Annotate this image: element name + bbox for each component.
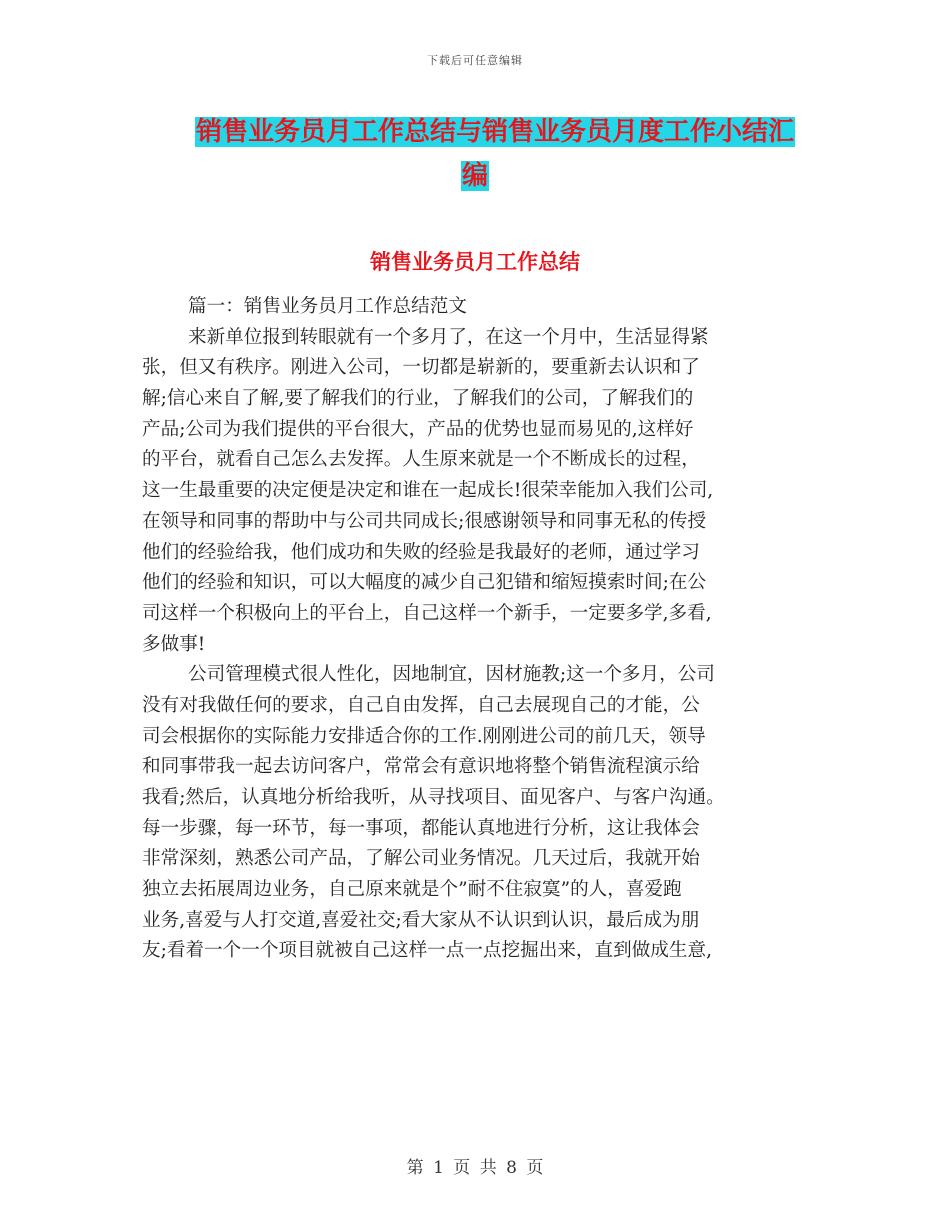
- document-title: [195, 110, 807, 198]
- page-header: 下载后可任意编辑: [427, 54, 523, 67]
- body-text: [142, 292, 822, 967]
- text-line: 解;信心来自了解,要了解我们的行业，了解我们的公司，了解我们的: [142, 388, 694, 410]
- paragraph-heading: 篇一：销售业务员月工作总结范文: [188, 296, 467, 317]
- text-line: 友;看着一个一个项目就被自己这样一点一点挖掘出来，直到做成生意,: [142, 940, 712, 962]
- text-line: 非常深刻，熟悉公司产品，了解公司业务情况。几天过后，我就开始: [142, 848, 700, 870]
- text-line: 独立去拓展周边业务，自己原来就是个”耐不住寂寞”的人，喜爱跑: [142, 879, 682, 901]
- text-line: 产品;公司为我们提供的平台很大，产品的优势也显而易见的,这样好: [142, 418, 694, 440]
- text-line: 他们的经验和知识，可以大幅度的减少自己犯错和缩短摸索时间;在公: [142, 572, 707, 594]
- text-line: 这一生最重要的决定便是决定和谁在一起成长!很荣幸能加入我们公司,: [142, 480, 714, 502]
- text-line: 没有对我做任何的要求，自己自由发挥，自己去展现自己的才能，公: [142, 694, 700, 716]
- text-line: 司会根据你的实际能力安排适合你的工作.刚刚进公司的前几天，领导: [142, 725, 706, 747]
- text-line: 张，但又有秩序。刚进入公司，一切都是崭新的，要重新去认识和了: [142, 357, 700, 379]
- text-line: 我看;然后，认真地分析给我听，从寻找项目、面见客户、与客户沟通。: [142, 787, 725, 808]
- title-line-2: 编: [462, 161, 489, 191]
- text-line: 业务,喜爱与人打交道,喜爱社交;看大家从不认识到认识，最后成为朋: [142, 909, 700, 931]
- title-line-1: 销售业务员月工作总结与销售业务员月度工作小结汇: [196, 117, 795, 147]
- text-line: 来新单位报到转眼就有一个多月了，在这一个月中，生活显得紧: [188, 326, 709, 348]
- text-line: 公司管理模式很人性化，因地制宜，因材施教;这一个多月，公司: [188, 664, 715, 686]
- text-line: 每一步骤，每一环节，每一事项，都能认真地进行分析，这让我体会: [142, 817, 700, 839]
- text-line: 的平台，就看自己怎么去发挥。人生原来就是一个不断成长的过程，: [142, 449, 700, 471]
- page-number-footer: 第 1 页 共 8 页: [406, 1158, 544, 1178]
- section-title: 销售业务员月工作总结: [370, 250, 580, 274]
- text-line: 和同事带我一起去访问客户，常常会有意识地将整个销售流程演示给: [142, 756, 700, 778]
- text-line: 多做事!: [142, 633, 206, 655]
- text-line: 他们的经验给我，他们成功和失败的经验是我最好的老师，通过学习: [142, 541, 700, 563]
- text-line: 在领导和同事的帮助中与公司共同成长;很感谢领导和同事无私的传授: [142, 510, 707, 532]
- text-line: 司这样一个积极向上的平台上，自己这样一个新手，一定要多学,多看,: [142, 602, 712, 624]
